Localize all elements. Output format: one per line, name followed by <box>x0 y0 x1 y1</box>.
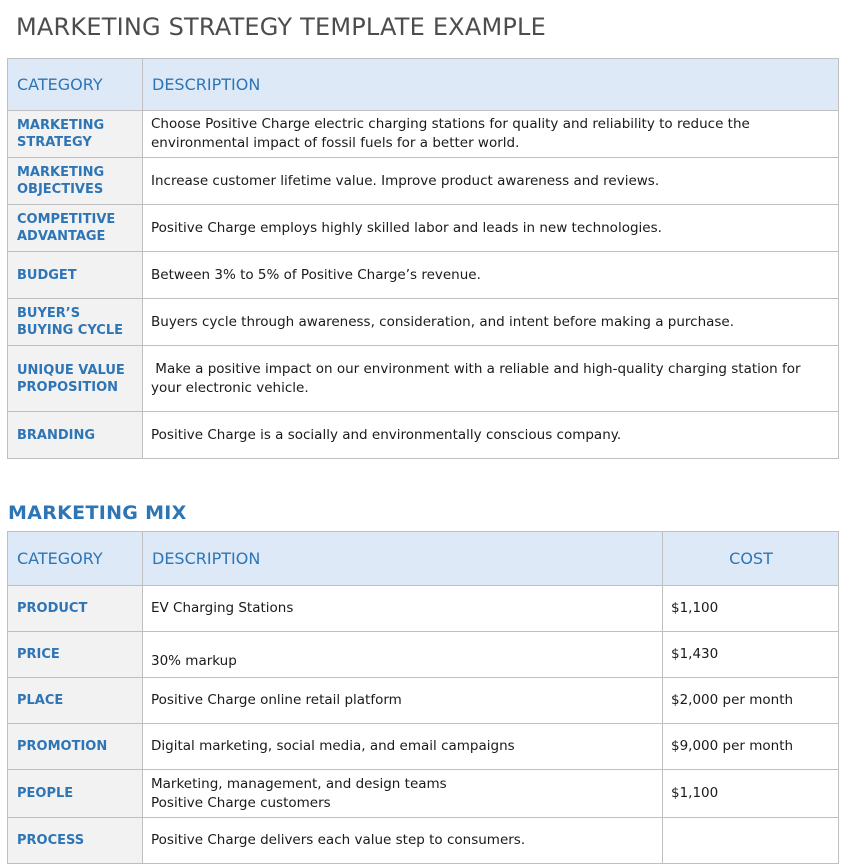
table-row <box>8 205 839 252</box>
row-category: BUDGET <box>8 252 143 299</box>
table-row <box>8 346 839 412</box>
row-description: Positive Charge online retail platform <box>143 678 663 724</box>
table-row <box>8 724 839 770</box>
row-category: BUYER’S BUYING CYCLE <box>8 299 143 346</box>
row-cost: $2,000 per month <box>663 678 839 724</box>
row-category: PLACE <box>8 678 143 724</box>
row-description: Buyers cycle through awareness, consideration, and intent before making a purchase. <box>143 299 839 346</box>
row-category: PRICE <box>8 632 143 678</box>
table-row <box>8 770 839 818</box>
row-description: Positive Charge employs highly skilled labor and leads in new technologies. <box>143 205 839 252</box>
row-description: Between 3% to 5% of Positive Charge’s revenue. <box>143 252 839 299</box>
row-cost: $9,000 per month <box>663 724 839 770</box>
row-category: UNIQUE VALUE PROPOSITION <box>8 346 143 412</box>
header-description: DESCRIPTION <box>143 59 839 111</box>
table-row <box>8 678 839 724</box>
row-category: PROMOTION <box>8 724 143 770</box>
table-row <box>8 818 839 864</box>
header-category: CATEGORY <box>8 59 143 111</box>
row-description: Increase customer lifetime value. Improve product awareness and reviews. <box>143 158 839 205</box>
row-description: Positive Charge delivers each value step to consumers. <box>143 818 663 864</box>
strategy-table <box>7 58 839 459</box>
row-category: COMPETITIVE ADVANTAGE <box>8 205 143 252</box>
row-cost <box>663 818 839 864</box>
row-description: Positive Charge is a socially and environmentally conscious company. <box>143 412 839 459</box>
row-description: Digital marketing, social media, and email campaigns <box>143 724 663 770</box>
row-category: PRODUCT <box>8 586 143 632</box>
table-row <box>8 252 839 299</box>
table-row <box>8 158 839 205</box>
marketing-mix-title: MARKETING MIX <box>8 502 187 524</box>
row-cost: $1,100 <box>663 586 839 632</box>
row-description: Choose Positive Charge electric charging stations for quality and reliability to reduce the environmental impact of fossil fuels for a better world. <box>143 111 839 158</box>
header-cost: COST <box>663 532 839 586</box>
row-description-line: Positive Charge customers <box>151 794 331 811</box>
table-row <box>8 586 839 632</box>
table-row <box>8 111 839 158</box>
row-category: MARKETING STRATEGY <box>8 111 143 158</box>
row-description-line: Marketing, management, and design teams <box>151 775 447 792</box>
table-row <box>8 632 839 678</box>
row-category: BRANDING <box>8 412 143 459</box>
row-description: 30% markup <box>143 632 663 678</box>
table-header-row <box>8 532 839 586</box>
table-row <box>8 412 839 459</box>
row-description: EV Charging Stations <box>143 586 663 632</box>
marketing-mix-table <box>7 531 839 864</box>
row-cost: $1,100 <box>663 770 839 818</box>
table-row <box>8 299 839 346</box>
header-description: DESCRIPTION <box>143 532 663 586</box>
row-cost: $1,430 <box>663 632 839 678</box>
page-title: MARKETING STRATEGY TEMPLATE EXAMPLE <box>16 13 546 41</box>
row-description: Make a positive impact on our environment with a reliable and high-quality charging station for your electronic vehicle. <box>143 346 839 412</box>
row-category: PROCESS <box>8 818 143 864</box>
header-category: CATEGORY <box>8 532 143 586</box>
table-header-row <box>8 59 839 111</box>
row-description <box>143 770 663 818</box>
row-category: PEOPLE <box>8 770 143 818</box>
row-category: MARKETING OBJECTIVES <box>8 158 143 205</box>
